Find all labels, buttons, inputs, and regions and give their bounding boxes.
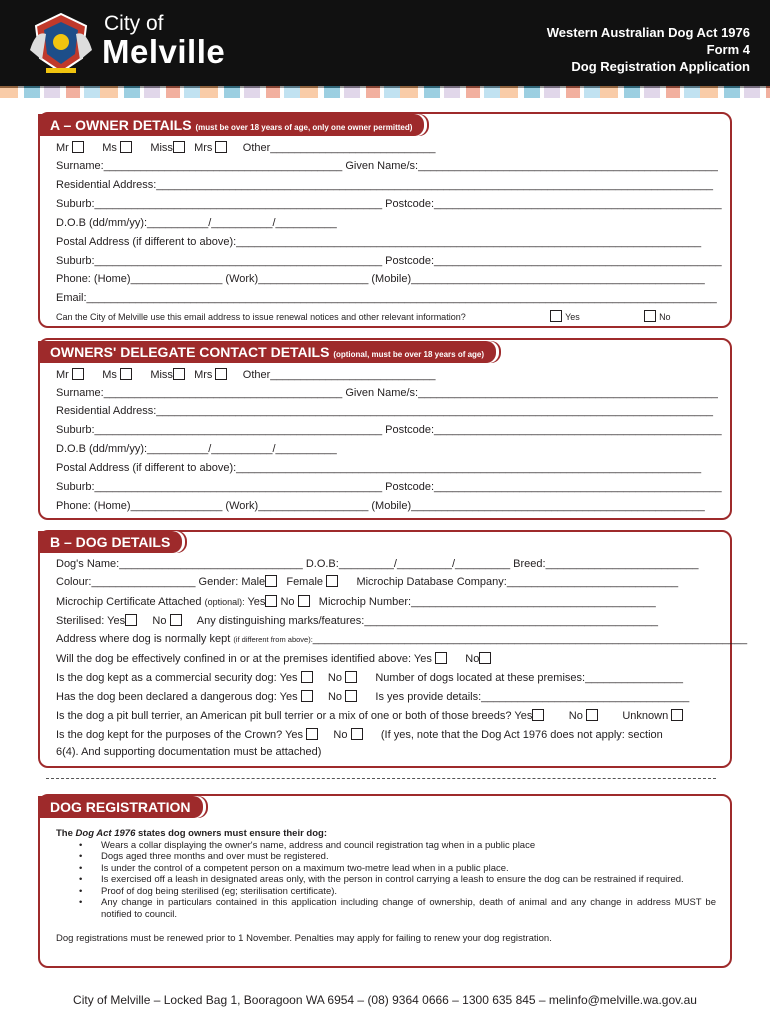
unknown-label: Unknown [622, 710, 669, 722]
mrs-checkbox[interactable] [215, 368, 227, 380]
yes-label: Yes [565, 312, 580, 322]
pit-bull-row [56, 709, 683, 723]
security-question: Is the dog kept as a commercial security dog: Yes [56, 672, 298, 684]
email-yes-checkbox[interactable] [550, 310, 562, 322]
no-label: No [327, 672, 342, 684]
email-field[interactable]: Email:_______________________________________________________________________________________________________ [56, 292, 717, 304]
microchip-row [56, 595, 656, 609]
crown-yes-checkbox[interactable] [306, 728, 318, 740]
delegate-suburb-field[interactable]: Suburb:_______________________________________________ Postcode:_______________________________________________ [56, 424, 722, 436]
colour-field[interactable]: Colour:_________________ Gender: Male [56, 576, 266, 588]
email-consent-no [644, 310, 671, 324]
dangerous-question: Has the dog been declared a dangerous dog: Yes [56, 691, 298, 703]
form-name: Dog Registration Application [571, 59, 750, 74]
intro-text: The [56, 828, 76, 839]
dob-field[interactable]: D.O.B (dd/mm/yy):__________/__________/__________ [56, 217, 337, 229]
form-title [547, 24, 750, 75]
phone-field[interactable]: Phone: (Home)_______________ (Work)__________________ (Mobile)________________________________________________ [56, 273, 705, 285]
dog-details-heading: B – DOG DETAILS [38, 531, 182, 553]
sterilised-label: Sterilised: Yes [56, 615, 126, 627]
city-of-text: City of [104, 12, 164, 35]
confined-yes-checkbox[interactable] [435, 652, 447, 664]
address-kept-label: Address where dog is normally kept [56, 633, 231, 645]
renewal-note: Dog registrations must be renewed prior to 1 November. Penalties may apply for failing to renew your dog registration. [56, 933, 552, 944]
list-item: • Any change in particulars contained in this application including change of ownership, death of animal and any change in address MUST be notified to council. [101, 897, 716, 920]
mr-label: Mr [56, 369, 69, 381]
postal-address-field[interactable]: Postal Address (if different to above):____________________________________________________________________________ [56, 236, 702, 248]
no-label: No [333, 729, 348, 741]
sterilised-yes-checkbox[interactable] [125, 614, 137, 626]
delegate-residential-field[interactable]: Residential Address:___________________________________________________________________________________________ [56, 405, 713, 417]
dangerous-dog-row [56, 690, 689, 704]
delegate-dob-field[interactable]: D.O.B (dd/mm/yy):__________/__________/__________ [56, 443, 337, 455]
delegate-postal-field[interactable]: Postal Address (if different to above):____________________________________________________________________________ [56, 462, 702, 474]
intro-text: states dog owners must ensure their dog: [135, 828, 327, 839]
registration-intro [56, 828, 716, 840]
crown-question: Is the dog kept for the purposes of the Crown? Yes [56, 729, 304, 741]
no-label: No [465, 653, 480, 665]
security-dog-row [56, 671, 683, 685]
sterilised-row [56, 614, 658, 628]
confined-row [56, 652, 491, 666]
owner-details-heading [38, 114, 424, 136]
colour-gender-row [56, 575, 678, 589]
section-title: OWNERS' DELEGATE CONTACT DETAILS [50, 344, 330, 360]
residential-address-field[interactable]: Residential Address:___________________________________________________________________________________________ [56, 179, 713, 191]
crown-row [56, 728, 663, 742]
microchip-number-field[interactable]: Microchip Number:________________________________________ [318, 596, 656, 608]
marks-field[interactable]: Any distinguishing marks/features:________________________________________________ [196, 615, 658, 627]
city-crest-logo [26, 10, 96, 76]
pit-bull-question: Is the dog a pit bull terrier, an American pit bull terrier or a mix of one or both of those breeds? Yes [56, 710, 533, 722]
no-label: No [152, 615, 167, 627]
no-label: No [280, 596, 295, 608]
number-dogs-field[interactable]: Number of dogs located at these premises:________________ [375, 672, 683, 684]
dangerous-no-checkbox[interactable] [345, 690, 357, 702]
postal-suburb-field[interactable]: Suburb:_______________________________________________ Postcode:_______________________________________________ [56, 255, 722, 267]
address-kept-row [56, 633, 747, 646]
microchip-company-field[interactable]: Microchip Database Company:____________________________ [356, 576, 679, 588]
list-item: • Is under the control of a competent person on a maximum two-metre lead when in a public place. [101, 863, 716, 875]
miss-label: Miss [150, 369, 173, 381]
ms-checkbox[interactable] [120, 368, 132, 380]
ms-checkbox[interactable] [120, 141, 132, 153]
header-banner [0, 0, 770, 88]
email-consent-question: Can the City of Melville use this email address to issue renewal notices and other relevant information? [56, 312, 466, 322]
delegate-phone-field[interactable]: Phone: (Home)_______________ (Work)__________________ (Mobile)________________________________________________ [56, 500, 705, 512]
mrs-checkbox[interactable] [215, 141, 227, 153]
microchip-cert-label: Microchip Certificate Attached [56, 596, 202, 608]
delegate-postal-suburb-field[interactable]: Suburb:_______________________________________________ Postcode:_______________________________________________ [56, 481, 722, 493]
suburb-field[interactable]: Suburb:_______________________________________________ Postcode:_______________________________________________ [56, 198, 722, 210]
surname-field[interactable]: Surname:_______________________________________ Given Name/s:_________________________________________________ [56, 160, 718, 172]
no-label: No [568, 710, 583, 722]
ms-label: Ms [102, 142, 117, 154]
dog-name-dob-breed-field[interactable]: Dog's Name:______________________________ D.O.B:_________/_________/_________ Breed:_________________________ [56, 558, 699, 570]
footer-contact: City of Melville – Locked Bag 1, Booragoon WA 6954 – (08) 9364 0666 – 1300 635 845 – melinfo@melville.wa.gov.au [73, 993, 697, 1007]
crown-no-checkbox[interactable] [351, 728, 363, 740]
optional-note: (optional): [204, 597, 245, 607]
cert-no-checkbox[interactable] [298, 595, 310, 607]
email-consent-yes [550, 310, 580, 324]
crown-note-line2: 6(4). And supporting documentation must be attached) [56, 746, 322, 758]
mr-checkbox[interactable] [72, 141, 84, 153]
act-title: Western Australian Dog Act 1976 [546, 25, 750, 40]
female-label: Female [286, 576, 324, 588]
no-label: No [327, 691, 342, 703]
sterilised-no-checkbox[interactable] [170, 614, 182, 626]
address-kept-note: (if different from above): [233, 635, 313, 644]
mr-checkbox[interactable] [72, 368, 84, 380]
male-checkbox[interactable] [265, 575, 277, 587]
security-no-checkbox[interactable] [345, 671, 357, 683]
email-no-checkbox[interactable] [644, 310, 656, 322]
pitbull-unknown-checkbox[interactable] [671, 709, 683, 721]
ms-label: Ms [102, 369, 117, 381]
security-yes-checkbox[interactable] [301, 671, 313, 683]
address-kept-field[interactable]: _______________________________________________________________________ [312, 633, 748, 645]
requirements-list [101, 840, 716, 921]
miss-label: Miss [150, 142, 173, 154]
dog-registration-heading: DOG REGISTRATION [38, 796, 203, 818]
list-item: • Is exercised off a leash in designated areas only, with the person in control carrying a leash to ensure the dog can be restrained if required. [101, 874, 716, 886]
dangerous-details-field[interactable]: Is yes provide details:__________________________________ [375, 691, 690, 703]
pitbull-no-checkbox[interactable] [586, 709, 598, 721]
miss-checkbox[interactable] [173, 141, 185, 153]
owner-title-row [56, 141, 435, 155]
form-number: Form 4 [706, 42, 750, 57]
registration-info [56, 828, 716, 945]
no-label: No [659, 312, 671, 322]
melville-text: Melville [102, 33, 226, 70]
delegate-heading [38, 341, 496, 363]
mrs-label: Mrs [194, 142, 213, 154]
yes-label: Yes [247, 596, 266, 608]
female-checkbox[interactable] [326, 575, 338, 587]
list-item: • Proof of dog being sterilised (eg; sterilisation certificate). [101, 886, 716, 898]
delegate-title-row [56, 368, 435, 382]
miss-checkbox[interactable] [173, 368, 185, 380]
other-field[interactable]: Other___________________________ [242, 142, 436, 154]
section-note: (must be over 18 years of age, only one owner permitted) [195, 123, 413, 132]
section-title: A – OWNER DETAILS [50, 117, 192, 133]
decorative-stripe [0, 86, 770, 98]
pitbull-yes-checkbox[interactable] [532, 709, 544, 721]
cut-line-divider [46, 778, 716, 779]
other-field[interactable]: Other___________________________ [242, 369, 436, 381]
cert-yes-checkbox[interactable] [265, 595, 277, 607]
list-item: • Dogs aged three months and over must be registered. [101, 851, 716, 863]
crown-note: (If yes, note that the Dog Act 1976 does not apply: section [380, 729, 663, 741]
mrs-label: Mrs [194, 369, 213, 381]
list-item: • Wears a collar displaying the owner's name, address and council registration tag when in a public place [101, 840, 716, 852]
confined-no-checkbox[interactable] [479, 652, 491, 664]
act-name: Dog Act 1976 [75, 828, 136, 839]
mr-label: Mr [56, 142, 69, 154]
dangerous-yes-checkbox[interactable] [301, 690, 313, 702]
section-note: (optional, must be over 18 years of age) [333, 350, 485, 359]
delegate-surname-field[interactable]: Surname:_______________________________________ Given Name/s:_________________________________________________ [56, 387, 718, 399]
confined-question: Will the dog be effectively confined in or at the premises identified above: Yes [56, 653, 432, 665]
